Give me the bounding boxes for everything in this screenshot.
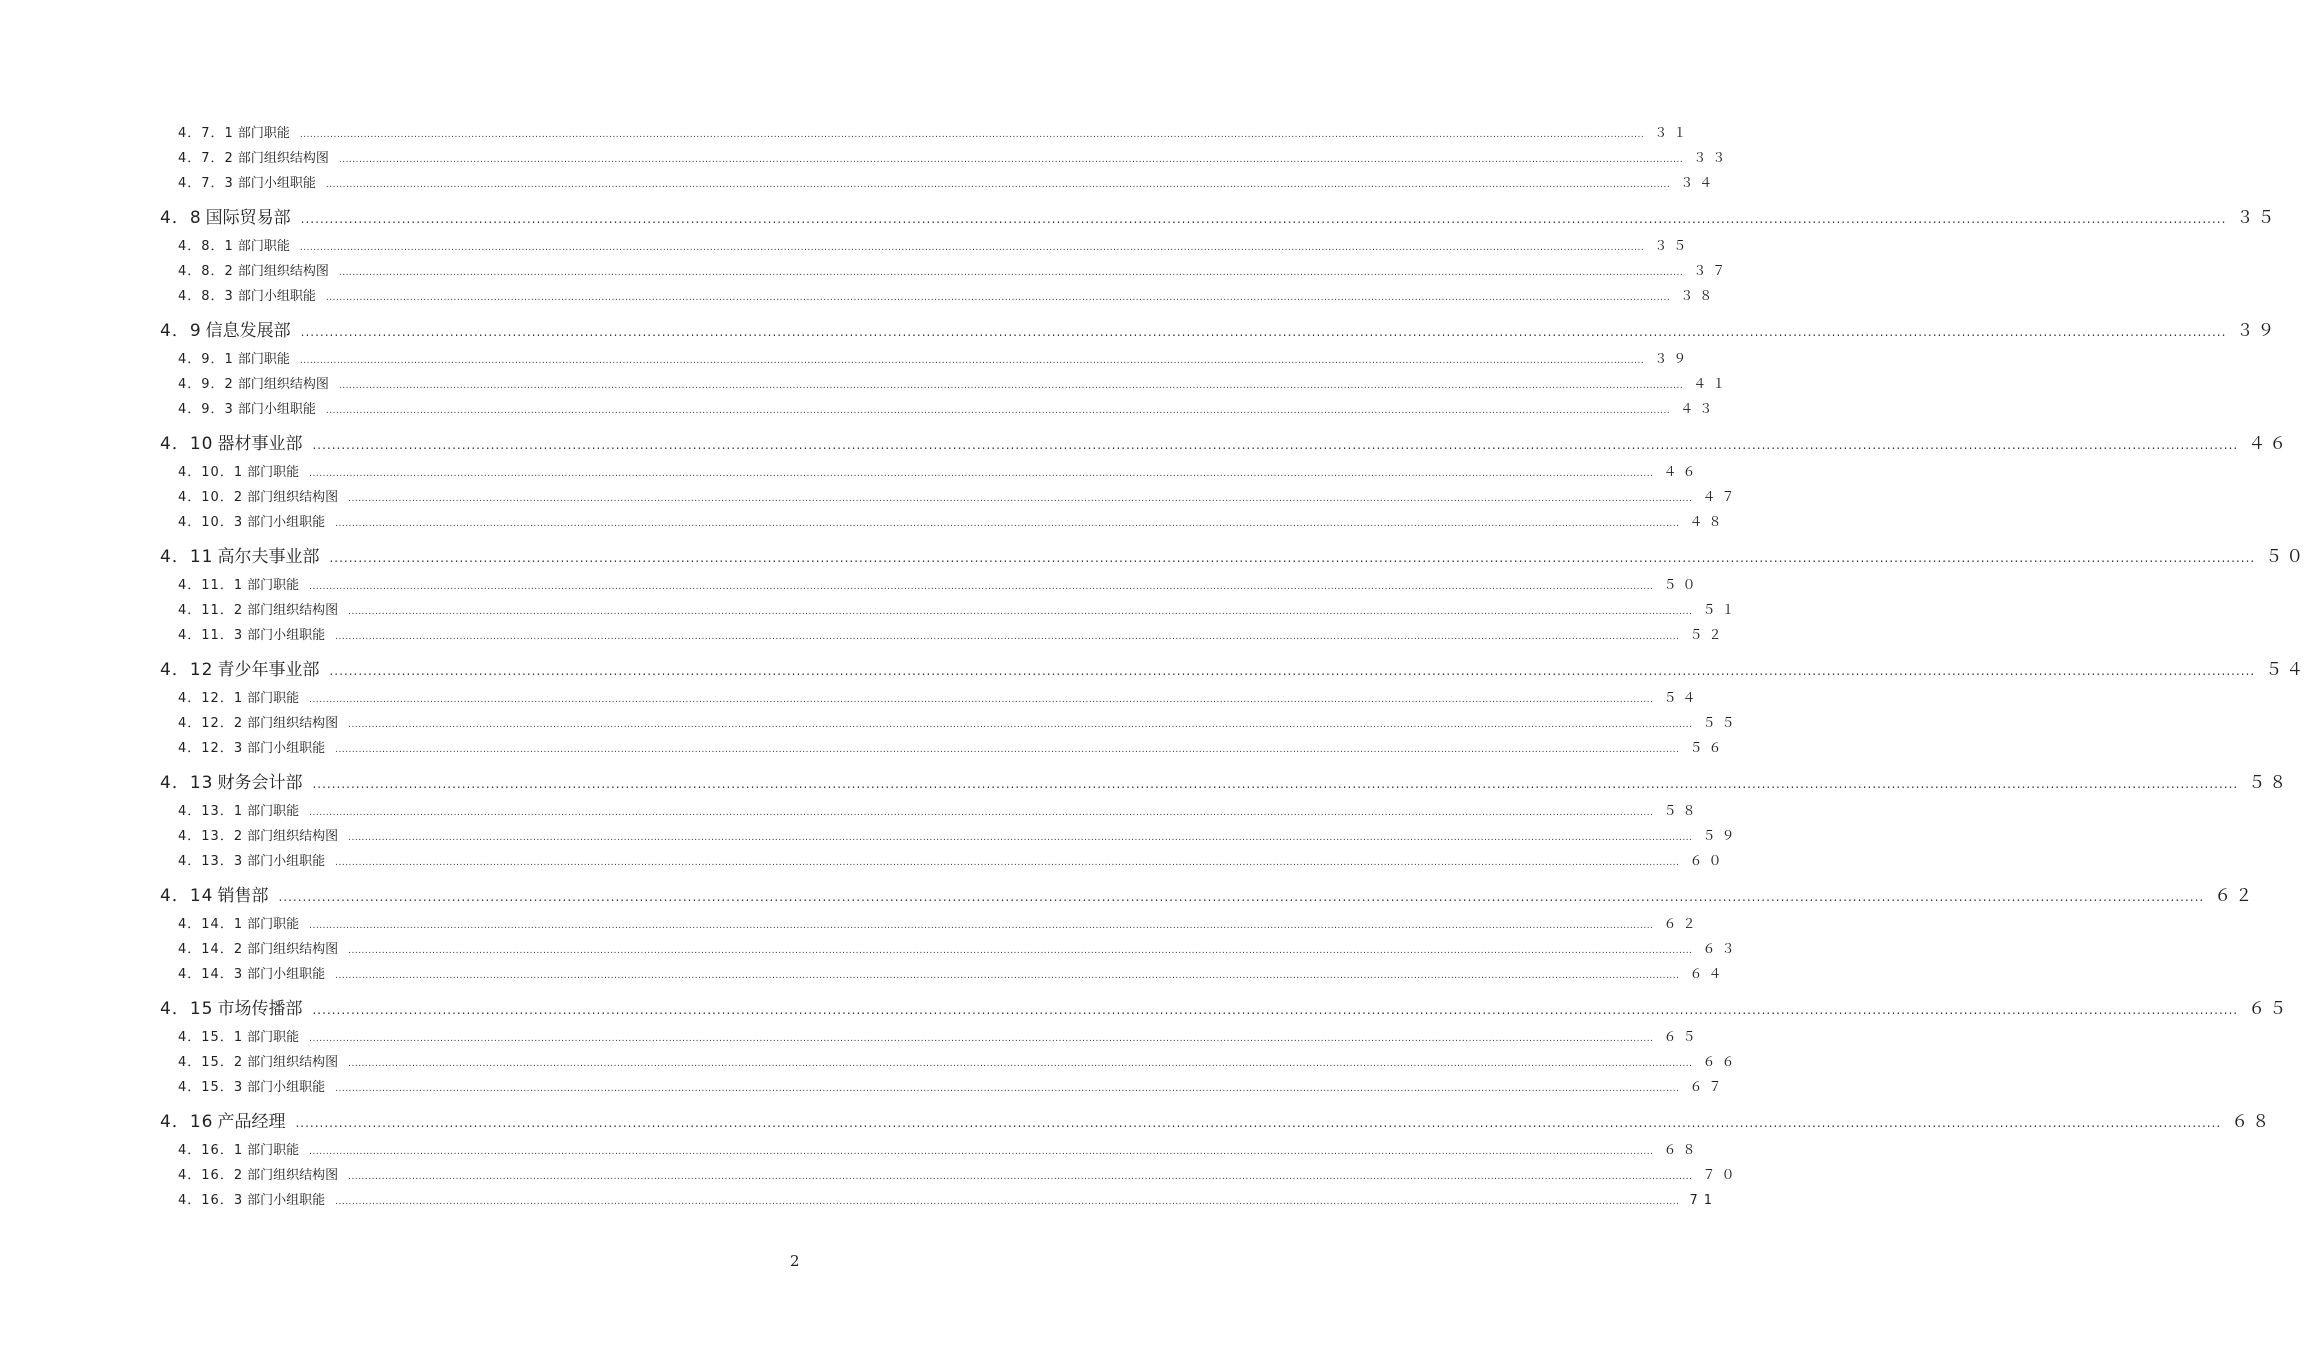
toc-entry-title: 器材事业部: [217, 434, 303, 454]
toc-subsection-entry[interactable]: [178, 461, 1702, 480]
toc-leader-dots: ................................................................................................................................................................................................................................................................................................................................................................................................................: [295, 1116, 2222, 1130]
toc-entry-number: 4．13．3: [178, 854, 244, 869]
toc-entry-page: ７０: [1702, 1168, 1741, 1183]
toc-entry-number: 4．11．1: [178, 578, 244, 593]
toc-entry-title: 部门职能: [247, 1143, 300, 1158]
toc-entry-title: 部门职能: [247, 917, 300, 932]
toc-leader-dots: ................................................................................................................................................................................................................................................................................................................................................................................................................: [338, 155, 1684, 165]
toc-entry-title: 部门小组职能: [247, 741, 326, 756]
toc-leader-dots: ................................................................................................................................................................................................................................................................................................................................................................................................................: [335, 1084, 1680, 1094]
toc-entry-number: 4．15: [160, 999, 214, 1019]
toc-entry-title: 部门组织结构图: [247, 716, 339, 731]
toc-entry-title: 部门组织结构图: [247, 829, 339, 844]
page-number: 2: [790, 1252, 800, 1270]
toc-entry-title: 部门小组职能: [237, 176, 316, 191]
toc-subsection-entry[interactable]: [178, 1026, 1702, 1045]
toc-entry-title: 国际贸易部: [205, 208, 291, 228]
toc-entry-number: 4．9．1: [178, 352, 234, 367]
toc-entry-number: 4．14: [160, 886, 214, 906]
toc-entry-title: 部门小组职能: [247, 854, 326, 869]
toc-entry-page: ５４: [2265, 660, 2307, 680]
toc-entry-title: 部门组织结构图: [247, 942, 339, 957]
toc-entry-title: 销售部: [217, 886, 269, 906]
toc-entry-page: ３７: [1693, 264, 1732, 279]
toc-leader-dots: ................................................................................................................................................................................................................................................................................................................................................................................................................: [348, 1059, 1693, 1069]
toc-entry-title: 高尔夫事业部: [217, 547, 320, 567]
toc-section-entry[interactable]: [160, 1107, 2274, 1132]
toc-entry-page: ３３: [1693, 151, 1732, 166]
toc-section-entry[interactable]: [160, 316, 2279, 341]
toc-subsection-entry[interactable]: [178, 511, 1728, 530]
toc-subsection-entry[interactable]: [178, 235, 1693, 254]
toc-subsection-entry[interactable]: [178, 913, 1702, 932]
toc-entry-title: 部门小组职能: [247, 1080, 326, 1095]
toc-entry-page: ５０: [1663, 578, 1702, 593]
toc-entry-title: 部门小组职能: [247, 515, 326, 530]
toc-leader-dots: ................................................................................................................................................................................................................................................................................................................................................................................................................: [335, 745, 1680, 755]
toc-entry-page: ５８: [1663, 804, 1702, 819]
toc-subsection-entry[interactable]: [178, 486, 1741, 505]
toc-entry-number: 4．15．3: [178, 1080, 244, 1095]
toc-entry-number: 4．11．3: [178, 628, 244, 643]
toc-leader-dots: ................................................................................................................................................................................................................................................................................................................................................................................................................: [348, 833, 1693, 843]
toc-entry-page: 71: [1689, 1193, 1718, 1208]
toc-entry-number: 4．14．2: [178, 942, 244, 957]
toc-entry-number: 4．7．3: [178, 176, 234, 191]
toc-entry-title: 部门组织结构图: [237, 264, 329, 279]
toc-entry-page: ５９: [1702, 829, 1741, 844]
toc-entry-number: 4．14．1: [178, 917, 244, 932]
toc-entry-title: 部门小组职能: [247, 1193, 326, 1208]
toc-entry-title: 部门职能: [247, 1030, 300, 1045]
toc-entry-page: ３９: [1654, 352, 1693, 367]
toc-entry-number: 4．10．3: [178, 515, 244, 530]
toc-entry-page: ３５: [2236, 208, 2279, 228]
toc-subsection-entry[interactable]: [178, 938, 1741, 957]
toc-entry-number: 4．14．3: [178, 967, 244, 982]
toc-entry-page: ４６: [1663, 465, 1702, 480]
toc-entry-page: ６５: [2248, 999, 2291, 1019]
toc-subsection-entry[interactable]: [178, 260, 1732, 279]
toc-leader-dots: ................................................................................................................................................................................................................................................................................................................................................................................................................: [299, 243, 1645, 253]
toc-subsection-entry[interactable]: [178, 599, 1741, 618]
toc-subsection-entry[interactable]: [178, 687, 1702, 706]
toc-section-entry[interactable]: [160, 994, 2291, 1019]
toc-entry-number: 4．16: [160, 1112, 214, 1132]
toc-entry-page: ６４: [1689, 967, 1728, 982]
toc-entry-title: 部门职能: [237, 239, 290, 254]
toc-entry-page: ５４: [1663, 691, 1702, 706]
toc-entry-title: 部门组织结构图: [247, 1055, 339, 1070]
toc-entry-number: 4．16．3: [178, 1193, 244, 1208]
toc-entry-page: ３１: [1654, 126, 1693, 141]
toc-entry-page: ３８: [1680, 289, 1719, 304]
toc-entry-title: 财务会计部: [217, 773, 303, 793]
toc-leader-dots: ................................................................................................................................................................................................................................................................................................................................................................................................................: [309, 808, 1654, 818]
toc-section-entry[interactable]: [160, 542, 2307, 567]
toc-entry-page: ３４: [1680, 176, 1719, 191]
toc-subsection-entry[interactable]: [178, 172, 1719, 191]
toc-entry-page: ６８: [1663, 1143, 1702, 1158]
toc-leader-dots: ................................................................................................................................................................................................................................................................................................................................................................................................................: [335, 971, 1680, 981]
toc-entry-page: ４１: [1693, 377, 1732, 392]
toc-subsection-entry[interactable]: [178, 963, 1728, 982]
toc-entry-number: 4．13: [160, 773, 214, 793]
toc-leader-dots: ................................................................................................................................................................................................................................................................................................................................................................................................................: [312, 777, 2239, 791]
toc-entry-page: ６７: [1689, 1080, 1728, 1095]
toc-entry-number: 4．13．2: [178, 829, 244, 844]
toc-entry-title: 产品经理: [217, 1112, 286, 1132]
toc-entry-number: 4．9．3: [178, 402, 234, 417]
toc-leader-dots: ................................................................................................................................................................................................................................................................................................................................................................................................................: [348, 720, 1693, 730]
toc-leader-dots: ................................................................................................................................................................................................................................................................................................................................................................................................................: [335, 519, 1680, 529]
toc-subsection-entry[interactable]: [178, 1189, 1718, 1208]
toc-entry-title: 部门职能: [237, 352, 290, 367]
toc-leader-dots: ................................................................................................................................................................................................................................................................................................................................................................................................................: [309, 1147, 1654, 1157]
toc-entry-title: 部门组织结构图: [237, 377, 329, 392]
toc-entry-number: 4．9．2: [178, 377, 234, 392]
toc-entry-title: 部门职能: [247, 578, 300, 593]
toc-entry-page: ６８: [2231, 1112, 2274, 1132]
toc-entry-number: 4．10．2: [178, 490, 244, 505]
toc-leader-dots: ................................................................................................................................................................................................................................................................................................................................................................................................................: [299, 130, 1645, 140]
toc-entry-number: 4．12．1: [178, 691, 244, 706]
toc-entry-title: 部门组织结构图: [237, 151, 329, 166]
toc-subsection-entry[interactable]: [178, 1164, 1741, 1183]
toc-entry-page: ６３: [1702, 942, 1741, 957]
toc-leader-dots: ................................................................................................................................................................................................................................................................................................................................................................................................................: [278, 890, 2205, 904]
toc-leader-dots: ................................................................................................................................................................................................................................................................................................................................................................................................................: [329, 664, 2256, 678]
toc-entry-page: ４８: [1689, 515, 1728, 530]
toc-leader-dots: ................................................................................................................................................................................................................................................................................................................................................................................................................: [299, 356, 1645, 366]
toc-entry-number: 4．10．1: [178, 465, 244, 480]
toc-subsection-entry[interactable]: [178, 1076, 1728, 1095]
toc-entry-title: 信息发展部: [205, 321, 291, 341]
toc-entry-page: ４６: [2248, 434, 2291, 454]
toc-subsection-entry[interactable]: [178, 348, 1693, 367]
toc-section-entry[interactable]: [160, 768, 2291, 793]
toc-entry-title: 部门组织结构图: [247, 1168, 339, 1183]
toc-entry-number: 4．8: [160, 208, 202, 228]
toc-entry-number: 4．7．2: [178, 151, 234, 166]
toc-leader-dots: ................................................................................................................................................................................................................................................................................................................................................................................................................: [309, 582, 1654, 592]
toc-entry-number: 4．9: [160, 321, 202, 341]
toc-leader-dots: ................................................................................................................................................................................................................................................................................................................................................................................................................: [348, 494, 1693, 504]
toc-leader-dots: ................................................................................................................................................................................................................................................................................................................................................................................................................: [335, 632, 1680, 642]
toc-subsection-entry[interactable]: [178, 373, 1732, 392]
toc-entry-title: 市场传播部: [217, 999, 303, 1019]
toc-leader-dots: ................................................................................................................................................................................................................................................................................................................................................................................................................: [312, 1003, 2239, 1017]
toc-entry-page: ５６: [1689, 741, 1728, 756]
toc-entry-title: 青少年事业部: [217, 660, 320, 680]
toc-leader-dots: ................................................................................................................................................................................................................................................................................................................................................................................................................: [348, 607, 1693, 617]
toc-leader-dots: ................................................................................................................................................................................................................................................................................................................................................................................................................: [335, 858, 1680, 868]
toc-entry-title: 部门职能: [247, 465, 300, 480]
toc-entry-title: 部门小组职能: [237, 289, 316, 304]
toc-entry-page: ６２: [1663, 917, 1702, 932]
toc-subsection-entry[interactable]: [178, 737, 1728, 756]
toc-section-entry[interactable]: [160, 203, 2279, 228]
toc-entry-page: ５０: [2265, 547, 2307, 567]
toc-subsection-entry[interactable]: [178, 285, 1719, 304]
toc-entry-title: 部门职能: [237, 126, 290, 141]
toc-entry-page: ６６: [1702, 1055, 1741, 1070]
toc-entry-page: ６０: [1689, 854, 1728, 869]
toc-entry-title: 部门小组职能: [247, 967, 326, 982]
toc-entry-page: ３９: [2236, 321, 2279, 341]
toc-leader-dots: ................................................................................................................................................................................................................................................................................................................................................................................................................: [309, 921, 1654, 931]
toc-section-entry[interactable]: [160, 655, 2307, 680]
toc-entry-title: 部门组织结构图: [247, 490, 339, 505]
toc-entry-title: 部门职能: [247, 691, 300, 706]
toc-leader-dots: ................................................................................................................................................................................................................................................................................................................................................................................................................: [309, 469, 1654, 479]
toc-leader-dots: ................................................................................................................................................................................................................................................................................................................................................................................................................: [335, 1197, 1680, 1207]
toc-leader-dots: ................................................................................................................................................................................................................................................................................................................................................................................................................: [329, 551, 2256, 565]
toc-entry-page: ５１: [1702, 603, 1741, 618]
toc-subsection-entry[interactable]: [178, 800, 1702, 819]
toc-entry-number: 4．11．2: [178, 603, 244, 618]
toc-entry-page: ４７: [1702, 490, 1741, 505]
toc-subsection-entry[interactable]: [178, 825, 1741, 844]
toc-entry-number: 4．7．1: [178, 126, 234, 141]
toc-leader-dots: ................................................................................................................................................................................................................................................................................................................................................................................................................: [348, 1172, 1693, 1182]
toc-entry-number: 4．10: [160, 434, 214, 454]
toc-entry-number: 4．15．1: [178, 1030, 244, 1045]
toc-leader-dots: ................................................................................................................................................................................................................................................................................................................................................................................................................: [300, 212, 2227, 226]
toc-entry-title: 部门职能: [247, 804, 300, 819]
toc-entry-page: ５２: [1689, 628, 1728, 643]
toc-subsection-entry[interactable]: [178, 574, 1702, 593]
toc-subsection-entry[interactable]: [178, 1139, 1702, 1158]
toc-leader-dots: ................................................................................................................................................................................................................................................................................................................................................................................................................: [325, 293, 1671, 303]
toc-subsection-entry[interactable]: [178, 398, 1719, 417]
toc-subsection-entry[interactable]: [178, 122, 1693, 141]
toc-leader-dots: ................................................................................................................................................................................................................................................................................................................................................................................................................: [325, 406, 1671, 416]
toc-entry-number: 4．8．1: [178, 239, 234, 254]
toc-leader-dots: ................................................................................................................................................................................................................................................................................................................................................................................................................: [338, 381, 1684, 391]
toc-leader-dots: ................................................................................................................................................................................................................................................................................................................................................................................................................: [325, 180, 1671, 190]
toc-entry-title: 部门小组职能: [237, 402, 316, 417]
toc-subsection-entry[interactable]: [178, 624, 1728, 643]
toc-entry-page: ５５: [1702, 716, 1741, 731]
toc-entry-number: 4．11: [160, 547, 214, 567]
toc-entry-number: 4．13．1: [178, 804, 244, 819]
toc-leader-dots: ................................................................................................................................................................................................................................................................................................................................................................................................................: [309, 1034, 1654, 1044]
toc-entry-page: ３５: [1654, 239, 1693, 254]
toc-section-entry[interactable]: [160, 881, 2257, 906]
toc-entry-title: 部门小组职能: [247, 628, 326, 643]
toc-leader-dots: ................................................................................................................................................................................................................................................................................................................................................................................................................: [300, 325, 2227, 339]
toc-entry-number: 4．16．1: [178, 1143, 244, 1158]
toc-subsection-entry[interactable]: [178, 712, 1741, 731]
toc-entry-page: ６５: [1663, 1030, 1702, 1045]
toc-entry-page: ６２: [2214, 886, 2257, 906]
toc-entry-number: 4．12．3: [178, 741, 244, 756]
toc-leader-dots: ................................................................................................................................................................................................................................................................................................................................................................................................................: [348, 946, 1693, 956]
toc-section-entry[interactable]: [160, 429, 2291, 454]
toc-entry-page: ４３: [1680, 402, 1719, 417]
toc-leader-dots: ................................................................................................................................................................................................................................................................................................................................................................................................................: [338, 268, 1684, 278]
toc-subsection-entry[interactable]: [178, 1051, 1741, 1070]
toc-entry-page: ５８: [2248, 773, 2291, 793]
toc-subsection-entry[interactable]: [178, 850, 1728, 869]
toc-entry-number: 4．8．3: [178, 289, 234, 304]
toc-entry-number: 4．8．2: [178, 264, 234, 279]
toc-leader-dots: ................................................................................................................................................................................................................................................................................................................................................................................................................: [312, 438, 2239, 452]
toc-entry-title: 部门组织结构图: [247, 603, 339, 618]
toc-entry-number: 4．12: [160, 660, 214, 680]
toc-entry-number: 4．12．2: [178, 716, 244, 731]
toc-entry-number: 4．15．2: [178, 1055, 244, 1070]
toc-subsection-entry[interactable]: [178, 147, 1732, 166]
toc-entry-number: 4．16．2: [178, 1168, 244, 1183]
toc-leader-dots: ................................................................................................................................................................................................................................................................................................................................................................................................................: [309, 695, 1654, 705]
